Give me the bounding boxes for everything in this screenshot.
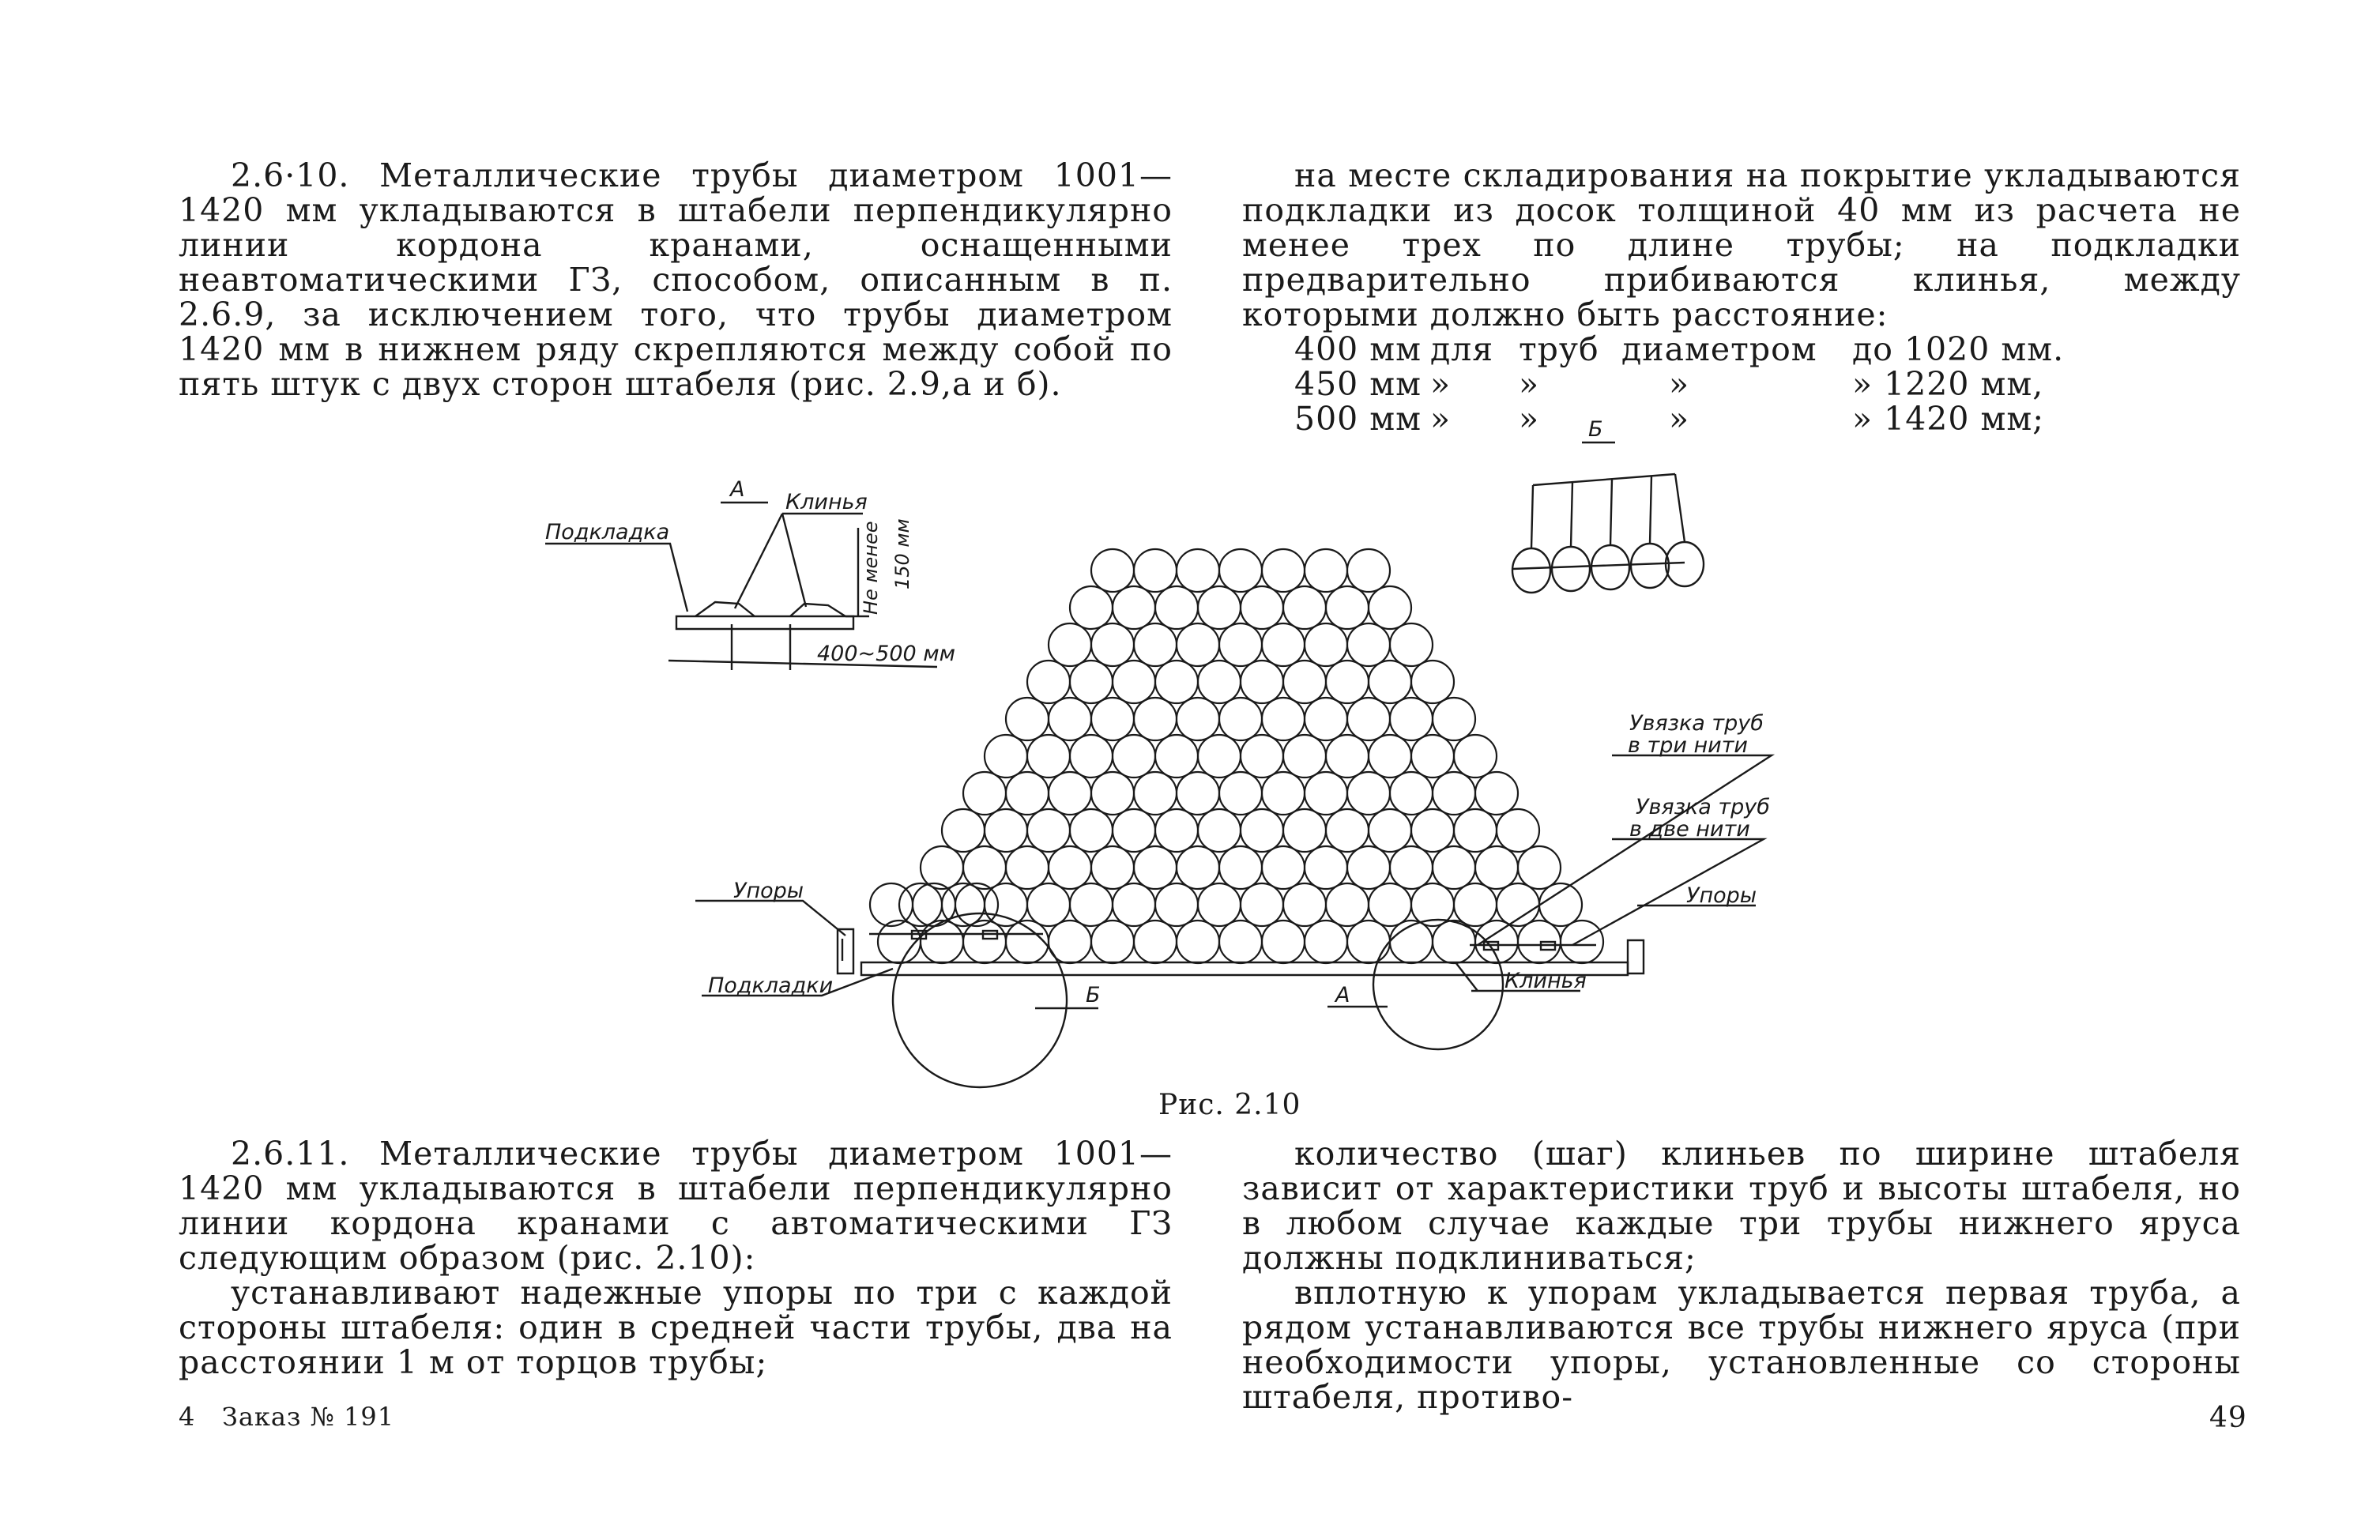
pipe [1006, 698, 1049, 740]
stop-left [838, 929, 853, 973]
pipe [1177, 772, 1219, 815]
ditto-mark: » [1519, 400, 1540, 438]
pipe [1155, 586, 1198, 629]
pipe [1411, 809, 1454, 852]
pipe [1262, 549, 1305, 592]
stack-base [838, 929, 1644, 975]
pipe [1241, 883, 1283, 926]
pipe [1006, 772, 1049, 815]
label-podkladki: Подкладки [708, 973, 834, 998]
pipe [1305, 698, 1347, 740]
pipe [1070, 883, 1113, 926]
leader-upory-left [695, 901, 845, 936]
pipe [1177, 549, 1219, 592]
detail-b-pipe-end [1591, 545, 1629, 589]
detail-a-wedges [695, 602, 845, 616]
pipe [1155, 661, 1198, 703]
label-callout-a: А [1335, 983, 1350, 1007]
pipe [1326, 809, 1369, 852]
spacing-word: труб [1519, 330, 1599, 368]
pipe [985, 735, 1027, 778]
label-callout-b: Б [1086, 983, 1101, 1007]
pipe [1283, 661, 1326, 703]
pipe [1283, 586, 1326, 629]
pipe [1347, 549, 1390, 592]
pipe [1027, 883, 1070, 926]
pipe [1390, 698, 1433, 740]
ditto-mark: » [1430, 400, 1452, 438]
pipe [1454, 809, 1497, 852]
pipe [1305, 921, 1347, 963]
paragraph-upory: устанавливают надежные упоры по три с каждой стороны штабеля: один в средней части трубы, два на расстоянии 1 м от торцов трубы; [179, 1274, 1173, 1381]
strap-clamp [983, 931, 997, 939]
label-upory-left: Упоры [733, 879, 804, 903]
pipe [1262, 698, 1305, 740]
detail-a-title: А [730, 477, 745, 502]
left-bottom-column [179, 1136, 1173, 1380]
pipe [1411, 661, 1454, 703]
spacing-row [1294, 367, 2241, 401]
spacing-word: для [1430, 330, 1494, 368]
detail-b-pipe-body [1531, 474, 1685, 548]
ditto-mark: » [1669, 400, 1690, 438]
detail-b-pipe-end [1552, 547, 1590, 591]
pipe [1091, 698, 1134, 740]
pipe [1347, 698, 1390, 740]
pipe [963, 921, 1006, 963]
pipe [1326, 586, 1369, 629]
figure-caption: Рис. 2.10 [1158, 1089, 1301, 1121]
pipe [1411, 735, 1454, 778]
pipe [1091, 549, 1134, 592]
pipe [1198, 661, 1241, 703]
detail-a-leader-podkladka [545, 544, 687, 612]
pipe [1369, 735, 1411, 778]
pipe [1049, 772, 1091, 815]
pipe-stack [870, 549, 1603, 963]
right-top-text: на месте складирования на покрытие укладываются подкладки из досок толщиной 40 мм из расчета не менее трех по длине трубы; на подкладки предварительно прибиваются клинья, между которыми должно быть расстояние: [1242, 156, 2241, 333]
strap-clamp [912, 931, 926, 939]
pipe [1241, 735, 1283, 778]
pipe [1006, 846, 1049, 889]
label-klinya-bottom: Клинья [1504, 969, 1587, 993]
label-dimension: 400~500 мм [817, 642, 956, 666]
label-upory-right: Упоры [1686, 883, 1757, 908]
pipe [1411, 883, 1454, 926]
pipe [1326, 883, 1369, 926]
pipe [1134, 623, 1177, 666]
detail-a-board [676, 616, 853, 629]
pipe [985, 809, 1027, 852]
pipe [1283, 883, 1326, 926]
pipe [1390, 772, 1433, 815]
pipe [899, 883, 942, 926]
pipe [1326, 735, 1369, 778]
right-top-column [1242, 158, 2241, 436]
pipe [1219, 921, 1262, 963]
pipe [1049, 846, 1091, 889]
pipe [1369, 883, 1411, 926]
pipe [1390, 921, 1433, 963]
pipe [1177, 698, 1219, 740]
spacing-diameter: до 1020 мм. [1852, 330, 2065, 368]
label-uvyazka-two-1: Увязка труб [1636, 795, 1770, 819]
detail-b-pipe-end [1666, 542, 1704, 586]
pipe [1219, 772, 1262, 815]
pipe [1347, 772, 1390, 815]
pipe [1091, 921, 1134, 963]
spacing-table [1242, 332, 2241, 436]
pipe [1027, 809, 1070, 852]
pipe [1390, 623, 1433, 666]
pipe [878, 921, 921, 963]
pipe [1113, 883, 1155, 926]
detail-b-outline [1512, 474, 1685, 569]
pipe [1070, 586, 1113, 629]
pipe [1305, 772, 1347, 815]
pipe [1347, 846, 1390, 889]
pipe [1326, 661, 1369, 703]
strap-clamp [1484, 942, 1498, 950]
pipe [1070, 735, 1113, 778]
spacing-row [1294, 332, 2241, 367]
pipe [1113, 586, 1155, 629]
label-ne-menee: Не менее [860, 521, 882, 615]
pipe [1091, 623, 1134, 666]
pipe [1049, 623, 1091, 666]
pipe [1305, 846, 1347, 889]
page-number: 49 [2209, 1402, 2247, 1434]
ditto-mark: » [1430, 365, 1452, 403]
pipe [1539, 883, 1582, 926]
pipe [870, 883, 913, 926]
stop-right [1628, 940, 1644, 973]
pipe [1390, 846, 1433, 889]
detail-b-pipe-end [1631, 544, 1669, 588]
label-podkladka: Подкладка [545, 520, 670, 544]
pipe [1177, 846, 1219, 889]
pipe [1113, 661, 1155, 703]
pipe [1433, 846, 1475, 889]
pipe [1369, 809, 1411, 852]
leader-lines [695, 755, 1772, 1008]
detail-a-drawing [545, 503, 937, 670]
pipe [1369, 586, 1411, 629]
pipe [1347, 921, 1390, 963]
pipe [1454, 735, 1497, 778]
pipe [1134, 846, 1177, 889]
spacing-value: 450 мм [1294, 365, 1422, 403]
callout-circle-b [893, 913, 1067, 1087]
pipe [1561, 921, 1603, 963]
pipe [1134, 698, 1177, 740]
pipe [942, 883, 985, 926]
pipe [1155, 883, 1198, 926]
pipe [1283, 809, 1326, 852]
pipe [1113, 735, 1155, 778]
pipe [1219, 846, 1262, 889]
spacing-value: 400 мм [1294, 330, 1422, 368]
pipe [1433, 921, 1475, 963]
pipe [963, 846, 1006, 889]
pipe [1241, 586, 1283, 629]
label-klinya-top: Клинья [785, 490, 868, 514]
pipe [963, 772, 1006, 815]
spacing-word: диаметром [1621, 330, 1817, 368]
leader-klinya-bottom [1455, 962, 1580, 991]
pipe [1475, 846, 1518, 889]
leader-uvyazka-two [1572, 839, 1764, 945]
pipe [1497, 809, 1539, 852]
pipe [1091, 846, 1134, 889]
right-bottom-column [1242, 1136, 2241, 1414]
pipe [1262, 623, 1305, 666]
paragraph-2-6-11: 2.6.11. Металлические трубы диаметром 1001—1420 мм укладываются в штабели перпендикулярно линии кордона кранами с автоматическими ГЗ следующим образом (рис. 2.10): [179, 1135, 1173, 1277]
detail-b-pipe-end [1512, 548, 1550, 593]
pipe [1262, 772, 1305, 815]
pipe [1049, 698, 1091, 740]
pipe [1219, 549, 1262, 592]
pipe [1113, 809, 1155, 852]
pipe [1177, 921, 1219, 963]
pipe [1027, 735, 1070, 778]
pipe [985, 883, 1027, 926]
pipe [1241, 661, 1283, 703]
spacing-value: 500 мм [1294, 400, 1422, 438]
pipe [1262, 921, 1305, 963]
binding-straps [869, 931, 1596, 950]
ditto-mark: » [1519, 365, 1540, 403]
detail-b-title: Б [1588, 417, 1603, 442]
pipe [1134, 921, 1177, 963]
pipe [1049, 921, 1091, 963]
underlay-boards [861, 962, 1628, 975]
pipe [1177, 623, 1219, 666]
pipe [1091, 772, 1134, 815]
pipe [1518, 846, 1561, 889]
detail-a-leader-klinya [735, 514, 863, 608]
paragraph-klinya: количество (шаг) клиньев по ширине штабеля зависит от характеристики труб и высоты штабеля, но в любом случае каждые три трубы нижнего яруса должны подклиниваться; [1242, 1135, 2241, 1277]
pipe [1219, 698, 1262, 740]
pipe [1027, 661, 1070, 703]
pipe [1518, 921, 1561, 963]
paragraph-2-6-10-text: 2.6·10. Металлические трубы диаметром 1001—1420 мм укладываются в штабели перпендикулярно линии кордона кранами, оснащенными неавтоматическими ГЗ, способом, описанным в п. 2.6.9, за исключением того, что трубы диаметром 1420 мм в нижнем ряду скрепляются между собой по пять штук с двух сторон штабеля (рис. 2.9,а и б). [179, 156, 1173, 403]
callout-circle-a [1373, 920, 1503, 1049]
spacing-diameter: » 1420 мм; [1852, 400, 2045, 438]
pipe [1155, 809, 1198, 852]
label-uvyazka-three-1: Увязка труб [1629, 711, 1764, 736]
pipe [1347, 623, 1390, 666]
pipe [942, 809, 985, 852]
detail-a-dim-line [668, 661, 937, 667]
leader-uvyazka-three [1478, 755, 1772, 945]
label-uvyazka-two-2: в две нити [1629, 817, 1750, 842]
pipe [1198, 735, 1241, 778]
pipe [1006, 921, 1049, 963]
pipe [1433, 772, 1475, 815]
pipe [1219, 623, 1262, 666]
pipe [1475, 772, 1518, 815]
pipe [1241, 809, 1283, 852]
pipe [921, 846, 963, 889]
pipe [1497, 883, 1539, 926]
pipe [921, 921, 963, 963]
order-stamp: 4 Заказ № 191 [179, 1402, 395, 1432]
spacing-diameter: » 1220 мм, [1852, 365, 2044, 403]
pipe [1134, 549, 1177, 592]
pipe [1454, 883, 1497, 926]
pipe [1198, 586, 1241, 629]
detail-b-drawing [1512, 442, 1704, 593]
paragraph-2-6-10 [179, 158, 1173, 401]
pipe [1433, 698, 1475, 740]
leader-podkladki [702, 969, 893, 996]
pipe [1198, 883, 1241, 926]
pipe [1155, 735, 1198, 778]
pipe [1134, 772, 1177, 815]
pipe [913, 883, 955, 926]
pipe [1305, 549, 1347, 592]
pipe [1283, 735, 1326, 778]
pipe [1369, 661, 1411, 703]
pipe [1198, 809, 1241, 852]
pipe [1305, 623, 1347, 666]
paragraph-vplotnuyu: вплотную к упорам укладывается первая труба, а рядом устанавливаются все трубы нижнего яруса (при необходимости упоры, установленные со стороны штабеля, противо- [1242, 1274, 2241, 1416]
ditto-mark: » [1669, 365, 1690, 403]
spacing-row [1294, 401, 2241, 436]
pipe [1070, 661, 1113, 703]
pipe [1475, 921, 1518, 963]
strap-clamp [1541, 942, 1555, 950]
pipe [955, 883, 998, 926]
label-150: 150 мм [891, 518, 913, 589]
label-uvyazka-three-2: в три нити [1628, 733, 1748, 758]
pipe [1262, 846, 1305, 889]
pipe [1070, 809, 1113, 852]
